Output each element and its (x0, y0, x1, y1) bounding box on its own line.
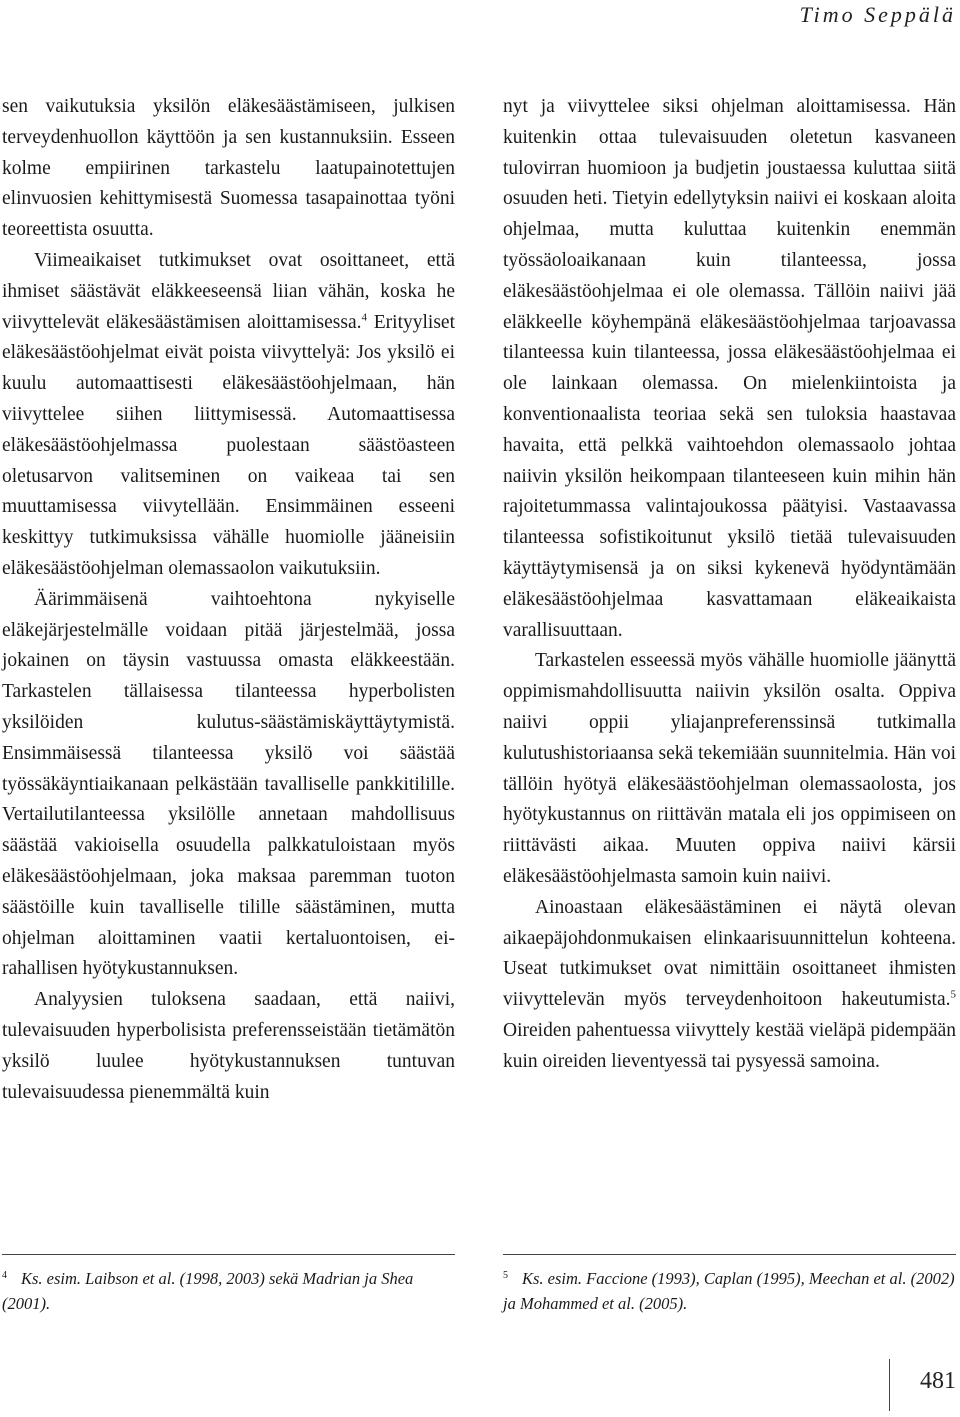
footnote-ref-4[interactable]: 4 (361, 311, 368, 324)
footnote-divider (2, 1254, 455, 1255)
paragraph (2, 246, 455, 585)
footnote-text: Ks. esim. Laibson et al. (1998, 2003) sekä Madrian ja Shea (2001). (2, 1269, 414, 1313)
page-number-divider (889, 1359, 890, 1411)
paragraph: nyt ja viivyttelee siksi ohjelman aloittamisessa. Hän kuitenkin ottaa tulevaisuuden oletetun kasvaneen tulovirran huomioon ja budjetin joustaessa kuluttaa siitä osuuden heti. Tietyin edellytyksin naiivi ei koskaan aloita ohjelmaa, mutta kuluttaa kuitenkin enemmän työssäoloaikanaan kuin tilanteessa, jossa eläkesäästöohjelmaa ei ole olemassa. Tällöin naiivi jää eläkkeelle köyhempänä eläkesäästöohjelmaa tarjoavassa tilanteessa kuin tilanteessa, jossa eläkesäästöohjelmaa ei ole lainkaan olemassa. On mielenkiintoista ja konventionaalista teoriaa sekä sen tuloksia haastavaa havaita, että pelkkä vaihtoehdon olemassaolo johtaa naiivin yksilön heikompaan tilanteeseen kuin mihin hän rajoitetummassa valintajoukossa päätyisi. Vastaavassa tilanteessa sofistikoitunut yksilö tietää tulevaisuuden käyttäytymisensä ja on siksi kykenevä hyödyntämään eläkesäästöohjelmaa kasvattamaan eläkeaikaista varallisuuttaan. (503, 96, 956, 641)
paragraph-text: Viimeaikaiset tutkimukset ovat osoittaneet, että ihmiset säästävät eläkkeeseensä liian vähän, koska he viivyttelevät eläkesäästämisen aloittamisessa. (2, 249, 455, 333)
footnote-text: Ks. esim. Faccione (1993), Caplan (1995), Meechan et al. (2002) ja Mohammed et al. (2005). (503, 1269, 955, 1313)
footnote-divider (503, 1254, 956, 1255)
paragraph: Analyysien tuloksena saadaan, että naiivi, tulevaisuuden hyperbolisista preferensseistään tietämätön yksilö luulee hyötykustannuksen tuntuvan tulevaisuudessa pienemmältä kuin (2, 989, 455, 1103)
paragraph-text: Erityyliset eläkesäästöohjelmat eivät poista viivyttelyä: Jos yksilö ei kuulu automaattisesti eläkesäästöohjelmaan, hän viivyttelee siihen liittymisessä. Automaattisessa eläkesäästöohjelmassa puolestaan säästöasteen oletusarvon valitseminen on vaikeaa tai sen muuttamisessa viivytellään. Ensimmäinen esseeni keskittyy tutkimuksissa vähälle huomiolle jääneisiin eläkesäästöohjelman olemassaolon vaikutuksiin. (2, 311, 455, 579)
paragraph: sen vaikutuksia yksilön eläkesäästämiseen, julkisen terveydenhuollon käyttöön ja sen kustannuksiin. Esseen kolme empiirinen tarkastelu laatupainotettujen elinvuosien kehittymisestä Suomessa tasapainottaa työni teoreettista osuutta. (2, 96, 455, 241)
paragraph: Äärimmäisenä vaihtoehtona nykyiselle eläkejärjestelmälle voidaan pitää järjestelmää, jossa jokainen on täysin vastuussa omasta eläkkeestään. Tarkastelen tällaisessa tilanteessa hyperbolisten yksilöiden kulutus-säästämiskäyttäytymistä. Ensimmäisessä tilanteessa yksilö voi säästää työssäkäyntiaikanaan pelkästään tavalliselle pankkitilille. Vertailutilanteessa yksilölle annetaan mahdollisuus säästää vakioisella osuudella palkkatuloistaan myös eläkesäästöohjelmaan, joka maksaa paremman tuoton säästöille kuin tavalliselle tilille säästäminen, mutta ohjelman aloittaminen vaatii kertaluontoisen, ei-rahallisen hyötykustannuksen. (2, 588, 455, 980)
paragraph: Tarkastelen esseessä myös vähälle huomiolle jäänyttä oppimismahdollisuutta naiivin yksilön osalta. Oppiva naiivi oppii yliajanpreferenssinsä tutkimalla kulutushistoriaansa sekä tekemiään suunnitelmia. Hän voi tällöin hyötyä eläkesäästöohjelman olemassaolosta, jos hyötykustannus on riittävän matala eli jos oppimiseen on riittävästi aikaa. Muuten oppiva naiivi kärsii eläkesäästöohjelmasta samoin kuin naiivi. (503, 650, 956, 887)
paragraph (503, 893, 956, 1078)
running-head: Timo Seppälä (799, 2, 956, 27)
paragraph-text: Ainoastaan eläkesäästäminen ei näytä olevan aikaepäjohdonmukaisen elinkaarisuunnittelun kohteena. Useat tutkimukset ovat nimittäin osoittaneet ihmisten viivyttelevän myös terveydenhoitoon hakeutumista. (503, 896, 956, 1011)
footnote-5 (503, 1266, 956, 1316)
footnote-mark: 4 (2, 1269, 7, 1281)
page-number: 481 (920, 1368, 956, 1394)
footnote-4 (2, 1266, 455, 1316)
footnote-mark: 5 (503, 1269, 508, 1281)
footnote-ref-5[interactable]: 5 (950, 988, 956, 1001)
left-column (2, 92, 455, 1108)
paragraph-text: Oireiden pahentuessa viivyttely kestää vieläpä pidempään kuin oireiden lieventyessä tai pysyessä samoina. (503, 1019, 956, 1072)
right-column (503, 92, 956, 1078)
